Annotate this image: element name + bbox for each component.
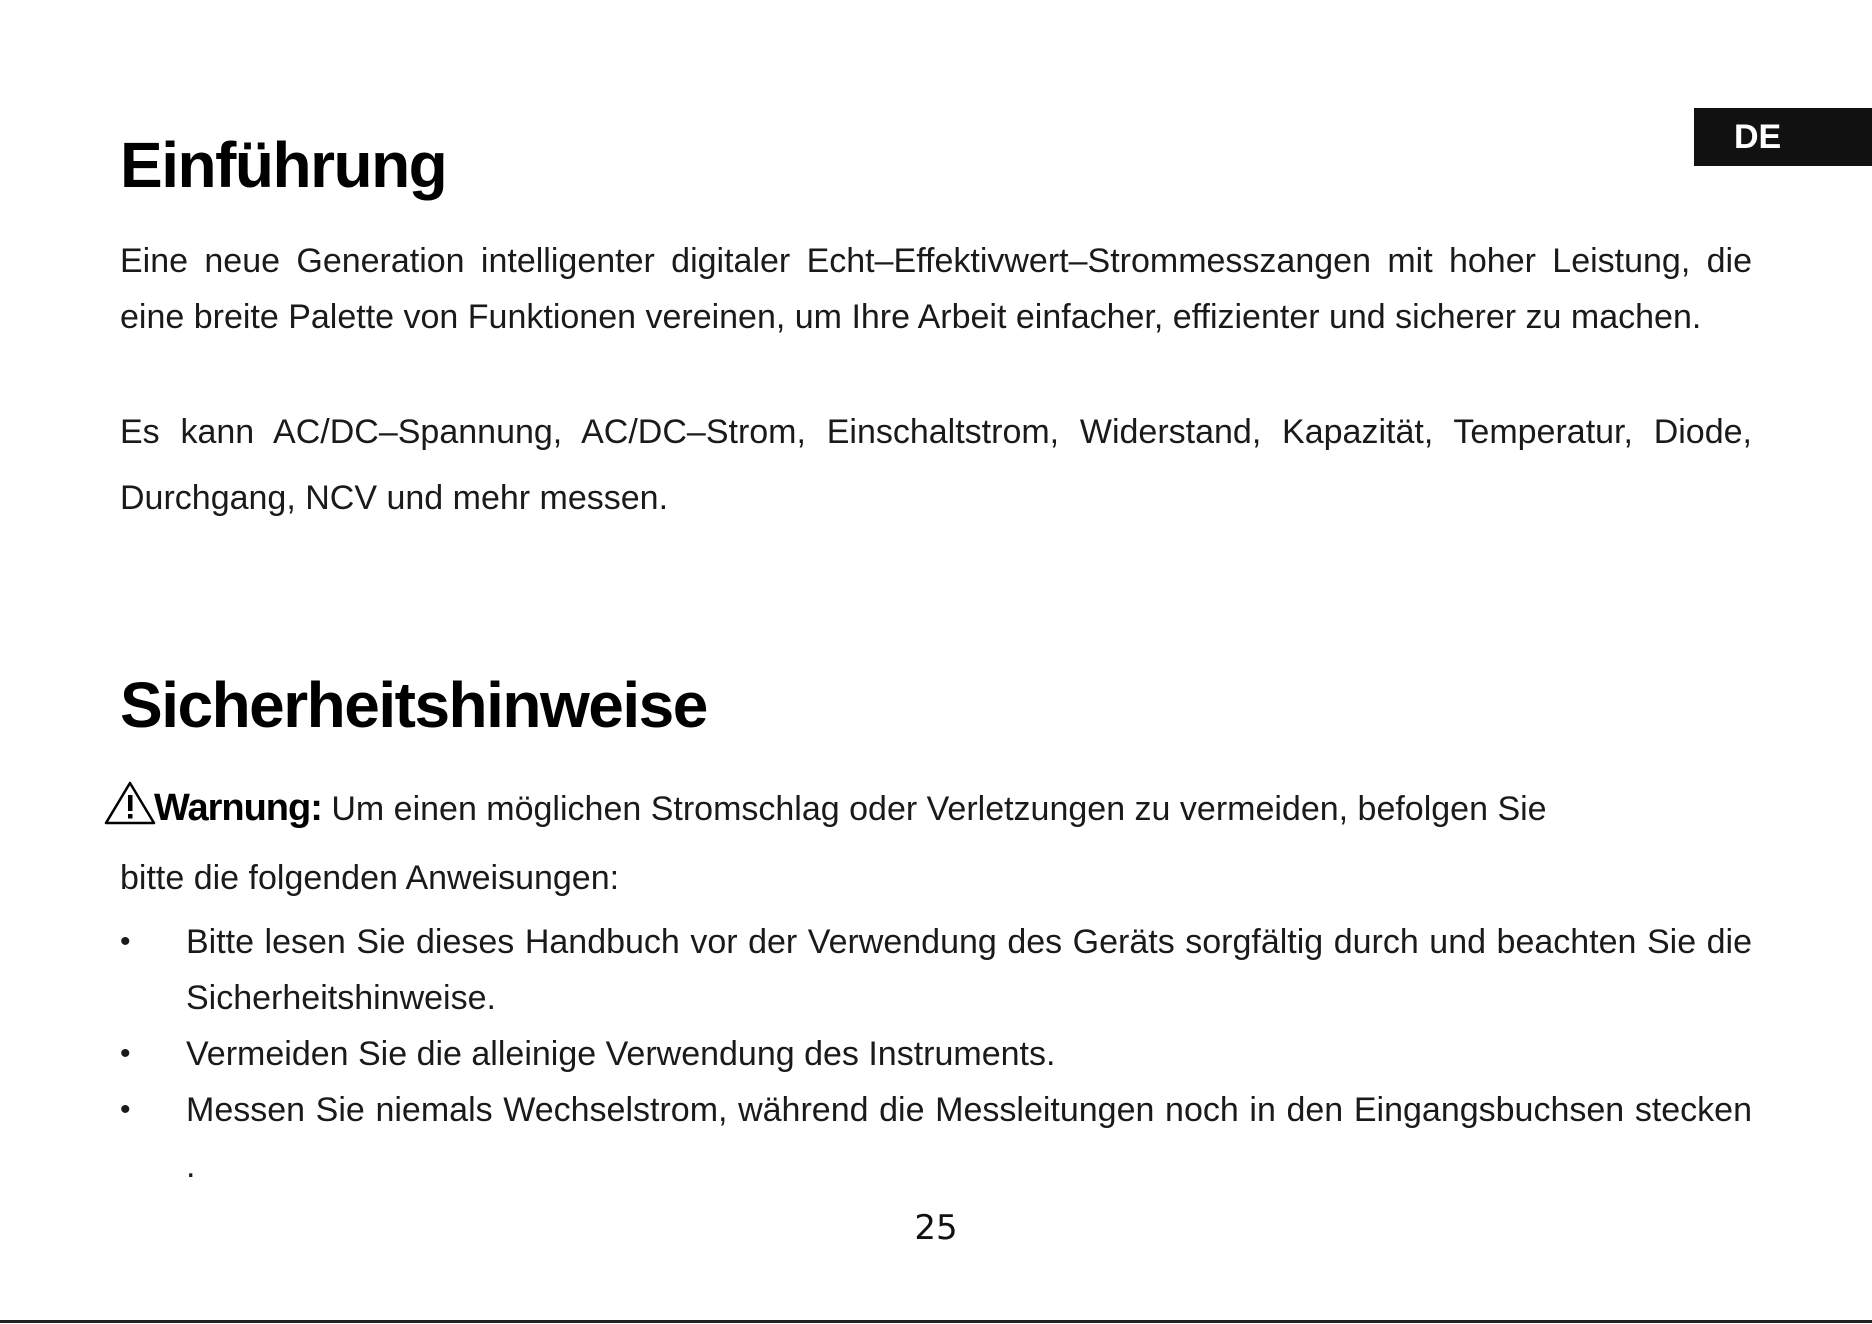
warning-text-continued: bitte die folgenden Anweisungen:: [120, 859, 620, 897]
section-title-intro: Einführung: [120, 129, 447, 201]
list-item-text: Bitte lesen Sie dieses Handbuch vor der Verwendung des Geräts sorgfältig durch und beachten Sie die Sicherheitshinweise.: [186, 923, 1752, 1017]
bullet-dot: •: [120, 1037, 131, 1070]
list-item: [120, 1082, 1752, 1194]
list-item: [120, 914, 1752, 1026]
warning-paragraph: [104, 778, 1752, 839]
bottom-divider: [0, 1320, 1872, 1323]
list-item: [120, 1026, 1752, 1082]
page-number: 25: [914, 1208, 958, 1248]
warning-label: Warnung:: [154, 787, 322, 829]
warning-triangle-icon: [104, 780, 156, 826]
intro-paragraph-2: Es kann AC/DC–Spannung, AC/DC–Strom, Einschaltstrom, Widerstand, Kapazität, Temperatur, Diode, Durchgang, NCV und mehr messen.: [120, 413, 1752, 517]
warning-text: Um einen möglichen Stromschlag oder Verletzungen zu vermeiden, befolgen Sie: [321, 790, 1547, 828]
section-title-safety: Sicherheitshinweise: [120, 669, 707, 741]
language-tab: DE: [1694, 108, 1872, 166]
list-item-text: Messen Sie niemals Wechselstrom, während die Messleitungen noch in den Eingangsbuchsen stecken .: [186, 1091, 1752, 1185]
bullet-dot: •: [120, 1093, 131, 1126]
bullet-dot: •: [120, 925, 131, 958]
safety-bullet-list: [120, 914, 1752, 1194]
intro-paragraph-1: Eine neue Generation intelligenter digitaler Echt–Effektivwert–Strommesszangen mit hoher Leistung, die eine breite Palette von Funktionen vereinen, um Ihre Arbeit einfacher, effizienter und sicherer zu machen.: [120, 242, 1752, 336]
list-item-text: Vermeiden Sie die alleinige Verwendung des Instruments.: [186, 1035, 1056, 1073]
